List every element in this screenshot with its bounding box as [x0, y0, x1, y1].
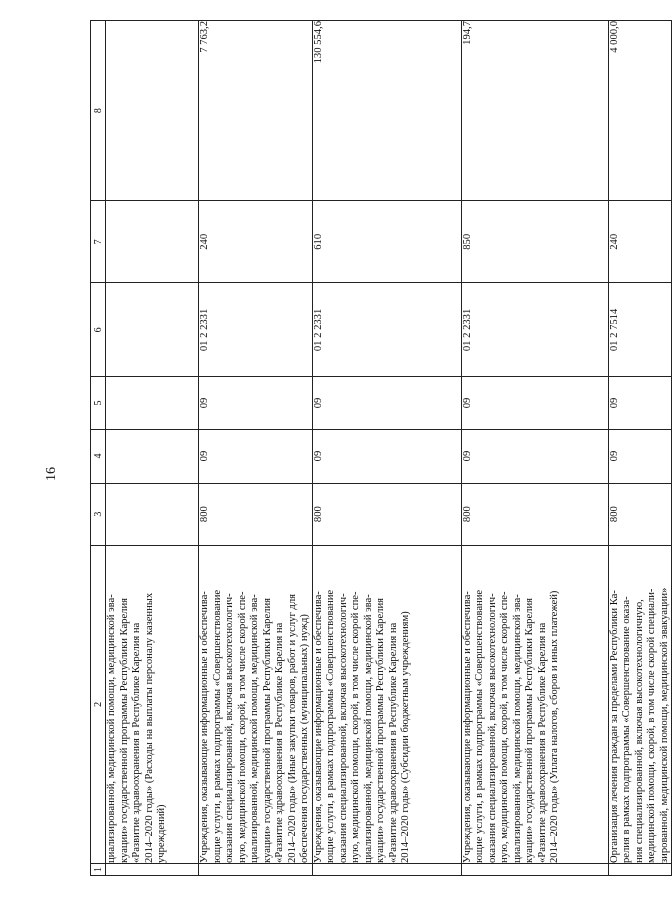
cell-expense-type: 850 — [461, 201, 608, 283]
column-header-7: 7 — [91, 201, 106, 283]
cell-admin-code: 800 — [608, 483, 672, 545]
column-header-3: 3 — [91, 483, 106, 545]
cell-subsection: 09 — [461, 377, 608, 429]
cell-admin-code: 800 — [312, 483, 461, 545]
row-description: Организация лечения граждан за пределами Республики Ка- релия в рамках подпрограммы «Совершенствование оказа- ния специализированной, включая высокотехнологичную, медицинской помощи, скорой, в том числе скорой специали- зированной, медицинской помощи, медицинской эвакуации» — [608, 545, 672, 863]
cell-target-article — [106, 283, 199, 377]
cell-expense-type: 240 — [608, 201, 672, 283]
row-description: Учреждения, оказывающие информационные и обеспечива- ющие услуги, в рамках подпрограммы «Совершенствование оказания специализированной, включая высокотехнологич- ную, медицинской помощи, скорой, в том числе скорой спе- циализированной, медицинской помощи, медицинской эва- куации» государственной программы Республики Карелия «Развитие здравоохранения в Республике Карелия на 2014–2020 годы» (Уплата налогов, сборов и иных платежей) — [461, 545, 608, 863]
cell-subsection: 09 — [199, 377, 313, 429]
cell-col1 — [199, 864, 313, 876]
column-header-6: 6 — [91, 283, 106, 377]
column-header-5: 5 — [91, 377, 106, 429]
column-header-1: 1 — [91, 864, 106, 876]
cell-target-article: 01 2 2331 — [199, 283, 313, 377]
cell-col1 — [461, 864, 608, 876]
cell-amount: 194,7 — [461, 21, 608, 201]
cell-target-article: 01 2 2331 — [312, 283, 461, 377]
cell-expense-type — [106, 201, 199, 283]
header-row — [91, 21, 106, 876]
cell-amount: 7 763,2 — [199, 21, 313, 201]
budget-table — [90, 20, 672, 876]
cell-section: 09 — [461, 429, 608, 483]
cell-target-article: 01 2 7514 — [608, 283, 672, 377]
table-row — [199, 21, 313, 876]
column-header-2: 2 — [91, 545, 106, 863]
row-description: циализированной, медицинской помощи, медицинской эва- куации» государственной программы Республики Карелия «Развитие здравоохранения в Республике Карелия на 2014–2020 годы» (Расходы на выплаты персоналу казенных учреждений) — [106, 545, 199, 863]
row-description: Учреждения, оказывающие информационные и обеспечива- ющие услуги, в рамках подпрограммы «Совершенствование оказания специализированной, включая высокотехнологич- ную, медицинской помощи, скорой, в том числе скорой спе- циализированной, медицинской помощи, медицинской эва- куации» государственной программы Республики Карелия «Развитие здравоохранения в Республике Карелия на 2014–2020 годы» (Иные закупки товаров, работ и услуг для обеспечения государственных (муниципальных) нужд) — [199, 545, 313, 863]
rotated-table-container — [90, 20, 670, 876]
cell-amount — [106, 21, 199, 201]
cell-amount: 130 554,6 — [312, 21, 461, 201]
cell-section: 09 — [608, 429, 672, 483]
cell-expense-type: 240 — [199, 201, 313, 283]
cell-subsection — [106, 377, 199, 429]
row-description: Учреждения, оказывающие информационные и обеспечива- ющие услуги, в рамках подпрограммы «Совершенствование оказания специализированной, включая высокотехнологич- ную, медицинской помощи, скорой, в том числе скорой спе- циализированной, медицинской помощи, медицинской эва- куации» государственной программы Республики Карелия «Развитие здравоохранения в Республике Карелия на 2014–2020 годы» (Субсидии бюджетным учреждениям) — [312, 545, 461, 863]
cell-amount: 4 000,0 — [608, 21, 672, 201]
table-row — [608, 21, 672, 876]
cell-target-article: 01 2 2331 — [461, 283, 608, 377]
cell-col1 — [312, 864, 461, 876]
cell-section: 09 — [312, 429, 461, 483]
cell-col1 — [608, 864, 672, 876]
cell-admin-code: 800 — [461, 483, 608, 545]
table-row — [312, 21, 461, 876]
cell-admin-code: 800 — [199, 483, 313, 545]
cell-admin-code — [106, 483, 199, 545]
column-header-8: 8 — [91, 21, 106, 201]
page-number: 16 — [44, 467, 59, 481]
cell-section — [106, 429, 199, 483]
column-header-4: 4 — [91, 429, 106, 483]
cell-subsection: 09 — [312, 377, 461, 429]
cell-expense-type: 610 — [312, 201, 461, 283]
cell-col1 — [106, 864, 199, 876]
table-row — [106, 21, 199, 876]
table-row — [461, 21, 608, 876]
cell-section: 09 — [199, 429, 313, 483]
cell-subsection: 09 — [608, 377, 672, 429]
